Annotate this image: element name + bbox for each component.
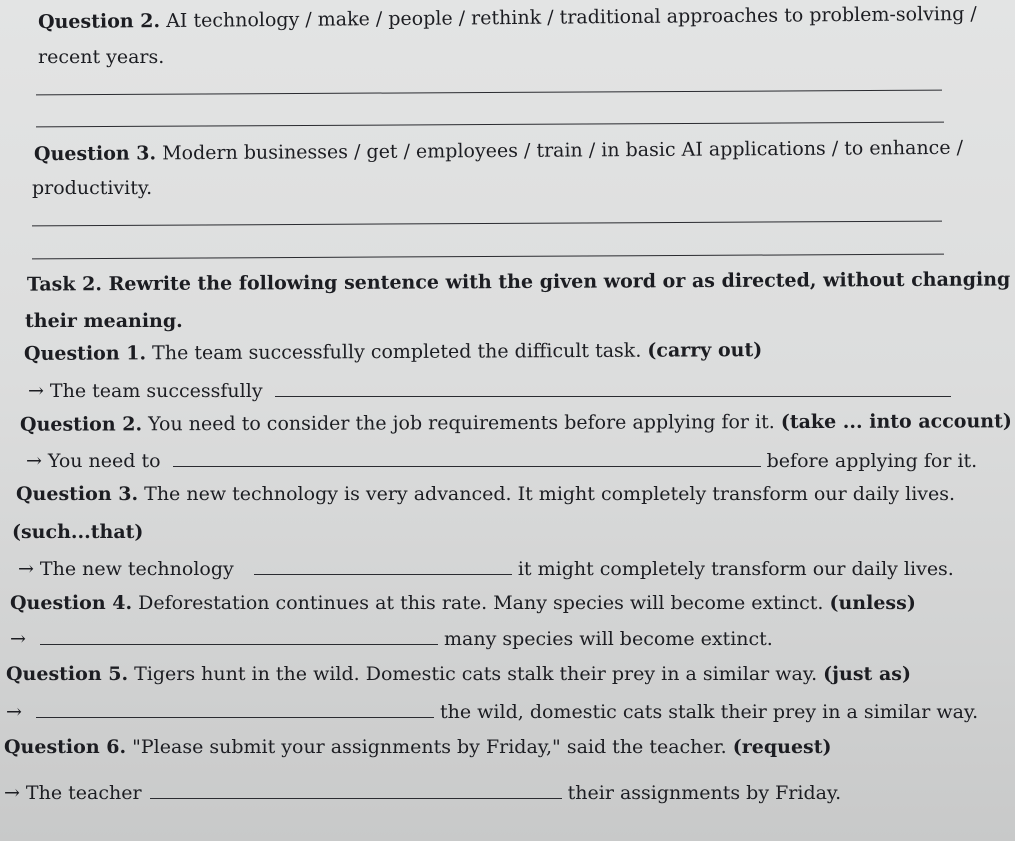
- question-3-build: [34, 136, 963, 166]
- hint-word: (such...that): [12, 521, 144, 543]
- task-question-3: [16, 482, 955, 506]
- answer-blank[interactable]: [36, 699, 434, 718]
- question-label: Question 2.: [37, 10, 161, 34]
- question-text: The new technology is very advanced. It might completely transform our daily lives.: [144, 483, 956, 505]
- question-2-build: [38, 2, 977, 34]
- question-text: The team successfully completed the difficult task.: [152, 339, 642, 365]
- answer-blank[interactable]: [40, 626, 438, 645]
- arrow-icon: →: [18, 558, 34, 580]
- task-2-heading: Task 2. Rewrite the following sentence with the given word or as directed, without changing: [26, 268, 1011, 296]
- question-label: Question 1.: [23, 342, 147, 365]
- hint-word: (carry out): [647, 339, 763, 362]
- answer-blank[interactable]: [173, 448, 761, 467]
- question-label: Question 6.: [4, 736, 127, 758]
- question-label: Question 4.: [10, 592, 133, 614]
- question-label: Question 2.: [19, 413, 143, 436]
- task-question-2: [20, 409, 1012, 436]
- task-answer-5: [6, 699, 978, 724]
- task-question-6: [4, 735, 832, 759]
- answer-tail: before applying for it.: [766, 450, 978, 472]
- task-question-4: [10, 591, 916, 615]
- task-answer-3: [18, 556, 954, 581]
- arrow-icon: →: [28, 380, 44, 402]
- question-text: Deforestation continues at this rate. Many species will become extinct.: [138, 592, 824, 614]
- arrow-icon: →: [6, 701, 22, 723]
- question-text-cont: recent years.: [38, 46, 165, 68]
- answer-prompt: The teacher: [25, 782, 142, 804]
- answer-blank[interactable]: [254, 556, 512, 575]
- answer-line[interactable]: [36, 90, 942, 96]
- question-text: Tigers hunt in the wild. Domestic cats stalk their prey in a similar way.: [134, 663, 818, 685]
- question-text: You need to consider the job requirements before applying for it.: [148, 411, 775, 436]
- question-text: "Please submit your assignments by Friday," said the teacher.: [132, 736, 727, 758]
- hint-word: (take ... into account): [780, 410, 1012, 434]
- answer-tail: the wild, domestic cats stalk their prey in a similar way.: [440, 701, 979, 723]
- question-2-continuation: [38, 45, 164, 69]
- answer-prompt: The new technology: [39, 558, 234, 580]
- question-label: Question 3.: [16, 483, 139, 505]
- task-answer-1: [28, 378, 951, 403]
- answer-tail: their assignments by Friday.: [567, 782, 842, 804]
- answer-tail: many species will become extinct.: [444, 628, 773, 650]
- answer-prompt: The team successfully: [49, 380, 263, 402]
- answer-blank[interactable]: [275, 378, 951, 397]
- answer-line[interactable]: [32, 221, 942, 227]
- answer-tail: it might completely transform our daily lives.: [517, 558, 954, 580]
- answer-prompt: You need to: [47, 450, 161, 472]
- task-2-heading-cont: their meaning.: [25, 310, 183, 332]
- answer-line[interactable]: [36, 122, 944, 128]
- task-answer-6: [4, 780, 841, 805]
- arrow-icon: →: [4, 782, 20, 804]
- answer-blank[interactable]: [150, 780, 562, 799]
- task-answer-4: [10, 626, 773, 651]
- arrow-icon: →: [10, 628, 26, 650]
- question-text: AI technology / make / people / rethink / traditional approaches to problem-solving /: [166, 2, 977, 32]
- question-3-continuation: [32, 176, 152, 200]
- question-label: Question 3.: [33, 142, 157, 166]
- task-answer-2: [26, 448, 977, 473]
- question-label: Question 5.: [6, 663, 129, 685]
- task-question-5: [6, 662, 911, 686]
- hint-word: (unless): [829, 592, 916, 614]
- question-text-cont: productivity.: [32, 177, 153, 199]
- question-text: Modern businesses / get / employees / train / in basic AI applications / to enhance /: [162, 136, 964, 165]
- hint-word: (request): [732, 736, 832, 758]
- arrow-icon: →: [26, 450, 42, 472]
- answer-line[interactable]: [32, 254, 944, 260]
- task-question-1: [24, 338, 762, 366]
- hint-word: (just as): [823, 663, 911, 685]
